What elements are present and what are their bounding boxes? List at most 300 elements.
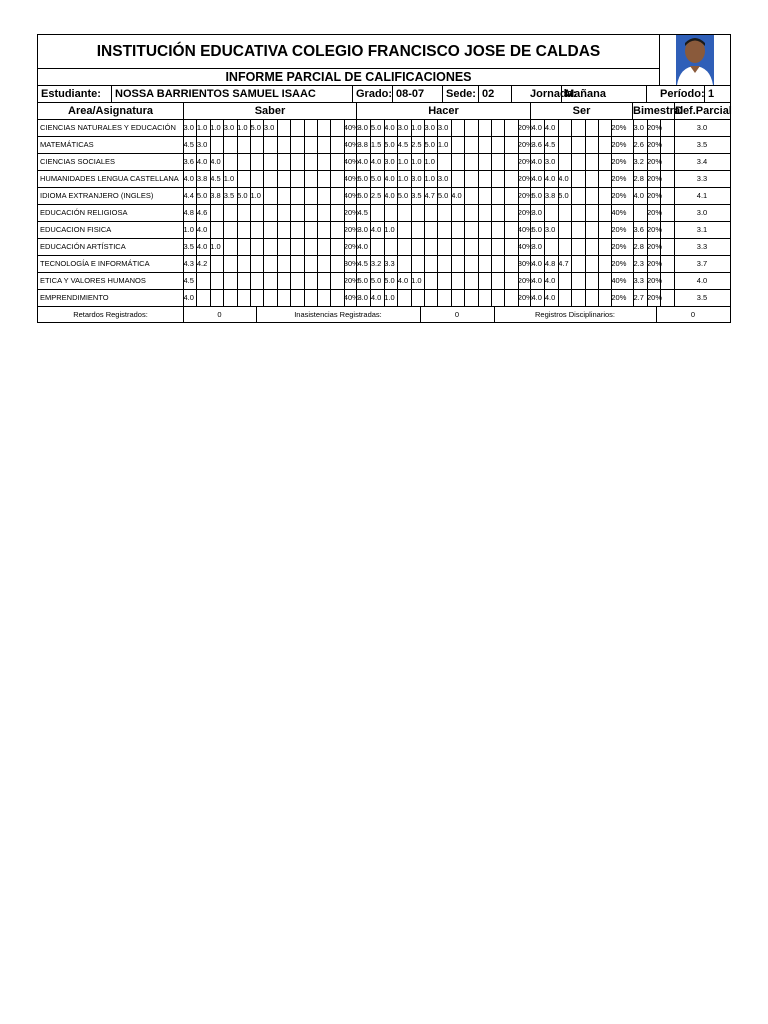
- hacer-grade: [491, 137, 505, 154]
- saber-grade: [237, 171, 251, 188]
- hacer-grade: [451, 205, 465, 222]
- hacer-grade: 4.7: [424, 188, 438, 205]
- hacer-grade: [411, 256, 425, 273]
- saber-grade: 4.8: [183, 205, 197, 222]
- hacer-grade: [464, 120, 478, 137]
- hacer-grade: 5.0: [370, 171, 384, 188]
- hacer-grade: [491, 273, 505, 290]
- saber-grade: 5.0: [250, 120, 264, 137]
- hacer-weight: 20%: [518, 205, 531, 222]
- saber-grade: 1.0: [210, 239, 224, 256]
- bimestral-weight: 20%: [647, 171, 661, 188]
- subject-name: EDUCACIÓN RELIGIOSA: [37, 205, 184, 222]
- saber-grade: [263, 239, 277, 256]
- saber-grade: [330, 154, 344, 171]
- saber-grade: 4.5: [210, 171, 224, 188]
- col-hacer: Hacer: [356, 102, 531, 120]
- saber-grade: [330, 256, 344, 273]
- ser-grade: [598, 290, 612, 307]
- spacer-cell: [660, 154, 675, 171]
- saber-grade: [250, 256, 264, 273]
- ser-grade: [598, 256, 612, 273]
- hacer-grade: 4.5: [397, 137, 411, 154]
- saber-grade: [250, 154, 264, 171]
- saber-weight: 40%: [344, 188, 357, 205]
- ser-grade: [585, 120, 599, 137]
- hacer-grade: 4.0: [370, 290, 384, 307]
- table-row: [37, 188, 731, 205]
- hacer-grade: [504, 205, 518, 222]
- hacer-grade: [464, 239, 478, 256]
- hacer-grade: 4.0: [397, 273, 411, 290]
- hacer-grade: [478, 171, 492, 188]
- saber-grade: [304, 256, 318, 273]
- saber-grade: [290, 137, 304, 154]
- hacer-grade: [451, 137, 465, 154]
- col-def-parcial: Def.Parcial: [674, 102, 731, 120]
- ser-grade: 4.0: [531, 171, 545, 188]
- saber-grade: 4.4: [183, 188, 197, 205]
- ser-weight: 20%: [611, 239, 634, 256]
- saber-grade: [330, 222, 344, 239]
- ser-grade: [558, 154, 572, 171]
- hacer-grade: [491, 290, 505, 307]
- bimestral-grade: 3.0: [633, 120, 648, 137]
- hacer-grade: [451, 273, 465, 290]
- hacer-grade: 1.0: [424, 154, 438, 171]
- table-row: [37, 222, 731, 239]
- saber-grade: [304, 205, 318, 222]
- saber-grade: [263, 171, 277, 188]
- bimestral-grade: 3.2: [633, 154, 648, 171]
- hacer-grade: 3.0: [411, 171, 425, 188]
- ser-grade: [558, 222, 572, 239]
- ser-grade: [585, 137, 599, 154]
- hacer-grade: [411, 205, 425, 222]
- discipline-value: 0: [656, 307, 731, 323]
- hacer-weight: 20%: [518, 188, 531, 205]
- hacer-grade: 5.0: [384, 273, 398, 290]
- hacer-grade: [451, 222, 465, 239]
- saber-grade: 3.0: [183, 120, 197, 137]
- hacer-grade: [491, 222, 505, 239]
- hacer-grade: [478, 137, 492, 154]
- table-row: [37, 273, 731, 290]
- hacer-grade: [437, 273, 451, 290]
- hacer-grade: [464, 290, 478, 307]
- bimestral-grade: 3.3: [633, 273, 648, 290]
- subject-name: CIENCIAS NATURALES Y EDUCACIÓN: [37, 120, 184, 137]
- saber-grade: [290, 154, 304, 171]
- saber-grade: [250, 205, 264, 222]
- ser-grade: 3.0: [531, 239, 545, 256]
- hacer-grade: [504, 290, 518, 307]
- saber-grade: [330, 239, 344, 256]
- table-row: [37, 120, 731, 137]
- saber-grade: [223, 273, 237, 290]
- saber-grade: [304, 171, 318, 188]
- ser-grade: [585, 290, 599, 307]
- hacer-grade: 4.0: [384, 120, 398, 137]
- hacer-grade: 4.0: [357, 239, 371, 256]
- spacer-cell: [660, 205, 675, 222]
- subject-name: EDUCACIÓN ARTÍSTICA: [37, 239, 184, 256]
- saber-grade: [330, 120, 344, 137]
- hacer-grade: 1.0: [397, 171, 411, 188]
- discipline-label: Registros Disciplinarios:: [494, 307, 657, 323]
- def-parcial-grade: 3.4: [674, 154, 731, 171]
- hacer-grade: [478, 239, 492, 256]
- hacer-grade: [384, 205, 398, 222]
- def-parcial-grade: 3.1: [674, 222, 731, 239]
- saber-grade: [304, 188, 318, 205]
- hacer-grade: 3.0: [357, 120, 371, 137]
- ser-grade: [571, 120, 585, 137]
- hacer-grade: 5.0: [437, 188, 451, 205]
- ser-weight: 20%: [611, 188, 634, 205]
- saber-grade: [210, 137, 224, 154]
- saber-grade: [330, 188, 344, 205]
- saber-grade: [210, 222, 224, 239]
- ser-weight: 20%: [611, 120, 634, 137]
- saber-grade: 5.0: [237, 188, 251, 205]
- hacer-grade: [397, 222, 411, 239]
- saber-grade: [263, 256, 277, 273]
- saber-grade: [317, 222, 331, 239]
- ser-grade: 5.0: [531, 188, 545, 205]
- saber-grade: [277, 273, 291, 290]
- hacer-grade: 5.0: [357, 273, 371, 290]
- ser-grade: [585, 239, 599, 256]
- ser-grade: 3.8: [544, 188, 558, 205]
- def-parcial-grade: 4.0: [674, 273, 731, 290]
- hacer-weight: 30%: [518, 256, 531, 273]
- saber-grade: [277, 290, 291, 307]
- student-name: NOSSA BARRIENTOS SAMUEL ISAAC: [111, 85, 353, 103]
- hacer-grade: 1.0: [384, 222, 398, 239]
- hacer-grade: 2.5: [370, 188, 384, 205]
- report-title: INFORME PARCIAL DE CALIFICACIONES: [37, 68, 660, 86]
- saber-grade: 4.0: [196, 154, 210, 171]
- ser-grade: [598, 154, 612, 171]
- hacer-grade: [491, 256, 505, 273]
- bimestral-grade: [633, 205, 648, 222]
- hacer-grade: [397, 290, 411, 307]
- ser-grade: [571, 290, 585, 307]
- saber-grade: [277, 171, 291, 188]
- late-label: Retardos Registrados:: [37, 307, 184, 323]
- hacer-grade: 4.0: [451, 188, 465, 205]
- hacer-grade: 3.8: [357, 137, 371, 154]
- site-label: Sede:: [442, 85, 479, 103]
- ser-grade: 4.0: [544, 290, 558, 307]
- hacer-grade: 3.5: [411, 188, 425, 205]
- hacer-grade: [424, 239, 438, 256]
- ser-grade: [544, 239, 558, 256]
- ser-grade: [585, 256, 599, 273]
- ser-grade: [585, 188, 599, 205]
- ser-grade: [598, 188, 612, 205]
- bimestral-weight: 20%: [647, 205, 661, 222]
- hacer-grade: [451, 256, 465, 273]
- bimestral-weight: 20%: [647, 222, 661, 239]
- hacer-grade: [478, 188, 492, 205]
- late-value: 0: [183, 307, 257, 323]
- spacer-cell: [660, 120, 675, 137]
- hacer-grade: [451, 171, 465, 188]
- saber-grade: [317, 273, 331, 290]
- subject-name: MATEMÁTICAS: [37, 137, 184, 154]
- saber-grade: [210, 205, 224, 222]
- saber-grade: 3.5: [223, 188, 237, 205]
- subject-name: EDUCACION FISICA: [37, 222, 184, 239]
- period-label: Período:: [646, 85, 705, 103]
- saber-grade: [304, 290, 318, 307]
- spacer-cell: [660, 273, 675, 290]
- saber-grade: 1.0: [183, 222, 197, 239]
- ser-grade: 4.0: [558, 171, 572, 188]
- table-row: [37, 137, 731, 154]
- hacer-grade: [451, 290, 465, 307]
- saber-grade: [317, 137, 331, 154]
- hacer-grade: 4.0: [384, 188, 398, 205]
- hacer-grade: [464, 154, 478, 171]
- saber-weight: 20%: [344, 239, 357, 256]
- hacer-grade: [504, 120, 518, 137]
- table-row: [37, 171, 731, 188]
- ser-grade: [558, 273, 572, 290]
- saber-grade: [237, 239, 251, 256]
- saber-grade: [290, 188, 304, 205]
- saber-grade: [237, 290, 251, 307]
- hacer-grade: [478, 256, 492, 273]
- bimestral-weight: 20%: [647, 290, 661, 307]
- bimestral-weight: 20%: [647, 120, 661, 137]
- hacer-grade: 2.5: [411, 137, 425, 154]
- shift-value: Mañana: [561, 85, 647, 103]
- spacer-cell: [660, 222, 675, 239]
- saber-grade: [196, 273, 210, 290]
- hacer-grade: [491, 120, 505, 137]
- def-parcial-grade: 3.5: [674, 290, 731, 307]
- saber-grade: [317, 120, 331, 137]
- ser-grade: [558, 137, 572, 154]
- hacer-grade: [437, 205, 451, 222]
- saber-grade: 4.5: [183, 137, 197, 154]
- saber-grade: [237, 205, 251, 222]
- saber-grade: 4.6: [196, 205, 210, 222]
- hacer-grade: 1.0: [437, 137, 451, 154]
- saber-grade: [317, 171, 331, 188]
- ser-grade: 3.0: [544, 222, 558, 239]
- hacer-grade: [411, 222, 425, 239]
- saber-grade: [317, 239, 331, 256]
- saber-grade: [290, 222, 304, 239]
- hacer-grade: [504, 188, 518, 205]
- saber-grade: [330, 171, 344, 188]
- ser-weight: 40%: [611, 205, 634, 222]
- ser-grade: 4.5: [544, 137, 558, 154]
- saber-grade: [263, 188, 277, 205]
- hacer-grade: [491, 171, 505, 188]
- hacer-grade: 1.0: [397, 154, 411, 171]
- bimestral-grade: 2.3: [633, 256, 648, 273]
- hacer-grade: 5.0: [357, 171, 371, 188]
- saber-grade: [277, 222, 291, 239]
- saber-grade: [304, 222, 318, 239]
- saber-grade: [237, 273, 251, 290]
- hacer-grade: [397, 205, 411, 222]
- ser-grade: 4.0: [544, 120, 558, 137]
- hacer-grade: [464, 273, 478, 290]
- ser-grade: [571, 171, 585, 188]
- hacer-grade: [504, 171, 518, 188]
- saber-grade: 4.0: [196, 239, 210, 256]
- hacer-grade: [437, 239, 451, 256]
- saber-grade: [237, 222, 251, 239]
- saber-grade: 1.0: [250, 188, 264, 205]
- hacer-weight: 20%: [518, 137, 531, 154]
- saber-grade: 5.0: [196, 188, 210, 205]
- hacer-grade: [464, 188, 478, 205]
- hacer-grade: 3.0: [437, 120, 451, 137]
- saber-grade: [290, 120, 304, 137]
- saber-grade: 4.5: [183, 273, 197, 290]
- saber-grade: [223, 137, 237, 154]
- ser-grade: [544, 205, 558, 222]
- ser-grade: [598, 205, 612, 222]
- hacer-grade: [451, 154, 465, 171]
- saber-grade: [277, 205, 291, 222]
- ser-grade: [558, 290, 572, 307]
- col-area: Area/Asignatura: [37, 102, 184, 120]
- saber-grade: [250, 137, 264, 154]
- saber-grade: 4.0: [183, 171, 197, 188]
- hacer-grade: [424, 273, 438, 290]
- hacer-grade: 3.0: [424, 120, 438, 137]
- saber-grade: 1.0: [196, 120, 210, 137]
- hacer-grade: 1.0: [411, 120, 425, 137]
- student-photo-image: [660, 35, 730, 85]
- hacer-grade: 5.0: [370, 120, 384, 137]
- ser-grade: [598, 120, 612, 137]
- ser-grade: [598, 273, 612, 290]
- saber-grade: [223, 222, 237, 239]
- hacer-grade: 4.0: [384, 171, 398, 188]
- saber-weight: 20%: [344, 222, 357, 239]
- hacer-grade: 1.0: [384, 290, 398, 307]
- table-row: [37, 205, 731, 222]
- hacer-grade: [411, 290, 425, 307]
- hacer-grade: 3.0: [357, 222, 371, 239]
- saber-grade: 4.0: [196, 222, 210, 239]
- def-parcial-grade: 3.5: [674, 137, 731, 154]
- hacer-grade: [451, 239, 465, 256]
- hacer-grade: [464, 222, 478, 239]
- hacer-grade: [491, 205, 505, 222]
- saber-grade: [223, 239, 237, 256]
- ser-grade: 4.0: [531, 120, 545, 137]
- subject-name: HUMANIDADES LENGUA CASTELLANA: [37, 171, 184, 188]
- saber-grade: [304, 137, 318, 154]
- saber-grade: 3.5: [183, 239, 197, 256]
- hacer-grade: [464, 256, 478, 273]
- ser-grade: [585, 273, 599, 290]
- ser-grade: [585, 171, 599, 188]
- saber-grade: 3.8: [196, 171, 210, 188]
- bimestral-weight: 20%: [647, 154, 661, 171]
- bimestral-grade: 2.6: [633, 137, 648, 154]
- saber-weight: 30%: [344, 256, 357, 273]
- saber-grade: [277, 154, 291, 171]
- saber-weight: 40%: [344, 137, 357, 154]
- saber-grade: [250, 171, 264, 188]
- saber-grade: 1.0: [237, 120, 251, 137]
- saber-grade: [210, 290, 224, 307]
- saber-grade: [223, 256, 237, 273]
- ser-grade: 5.0: [531, 222, 545, 239]
- subject-name: TECNOLOGÍA E INFORMÁTICA: [37, 256, 184, 273]
- saber-grade: [210, 273, 224, 290]
- hacer-grade: [370, 205, 384, 222]
- hacer-grade: [491, 188, 505, 205]
- ser-grade: [571, 256, 585, 273]
- saber-grade: [263, 273, 277, 290]
- saber-grade: [237, 154, 251, 171]
- saber-grade: [250, 273, 264, 290]
- saber-grade: [210, 256, 224, 273]
- ser-grade: 3.0: [531, 205, 545, 222]
- saber-grade: [330, 290, 344, 307]
- saber-grade: [250, 239, 264, 256]
- saber-grade: [290, 273, 304, 290]
- ser-weight: 20%: [611, 171, 634, 188]
- subject-name: CIENCIAS SOCIALES: [37, 154, 184, 171]
- hacer-grade: 5.0: [357, 188, 371, 205]
- ser-grade: [558, 205, 572, 222]
- hacer-grade: 5.0: [424, 137, 438, 154]
- def-parcial-grade: 3.0: [674, 205, 731, 222]
- saber-grade: [290, 256, 304, 273]
- ser-grade: [571, 188, 585, 205]
- hacer-grade: [370, 239, 384, 256]
- spacer-cell: [660, 137, 675, 154]
- ser-grade: [598, 171, 612, 188]
- ser-grade: [571, 222, 585, 239]
- hacer-grade: [491, 239, 505, 256]
- saber-grade: [223, 205, 237, 222]
- def-parcial-grade: 3.3: [674, 239, 731, 256]
- saber-grade: [290, 290, 304, 307]
- saber-grade: [263, 222, 277, 239]
- hacer-grade: 4.0: [370, 154, 384, 171]
- hacer-grade: [437, 154, 451, 171]
- saber-grade: [263, 137, 277, 154]
- ser-grade: [571, 273, 585, 290]
- ser-grade: 4.0: [531, 273, 545, 290]
- hacer-grade: [424, 222, 438, 239]
- col-saber: Saber: [183, 102, 357, 120]
- bimestral-weight: 20%: [647, 256, 661, 273]
- hacer-grade: 3.2: [370, 256, 384, 273]
- hacer-grade: [504, 256, 518, 273]
- def-parcial-grade: 3.3: [674, 171, 731, 188]
- spacer-cell: [660, 239, 675, 256]
- ser-grade: 4.0: [531, 290, 545, 307]
- saber-grade: [304, 120, 318, 137]
- hacer-grade: 4.5: [357, 256, 371, 273]
- saber-grade: [290, 239, 304, 256]
